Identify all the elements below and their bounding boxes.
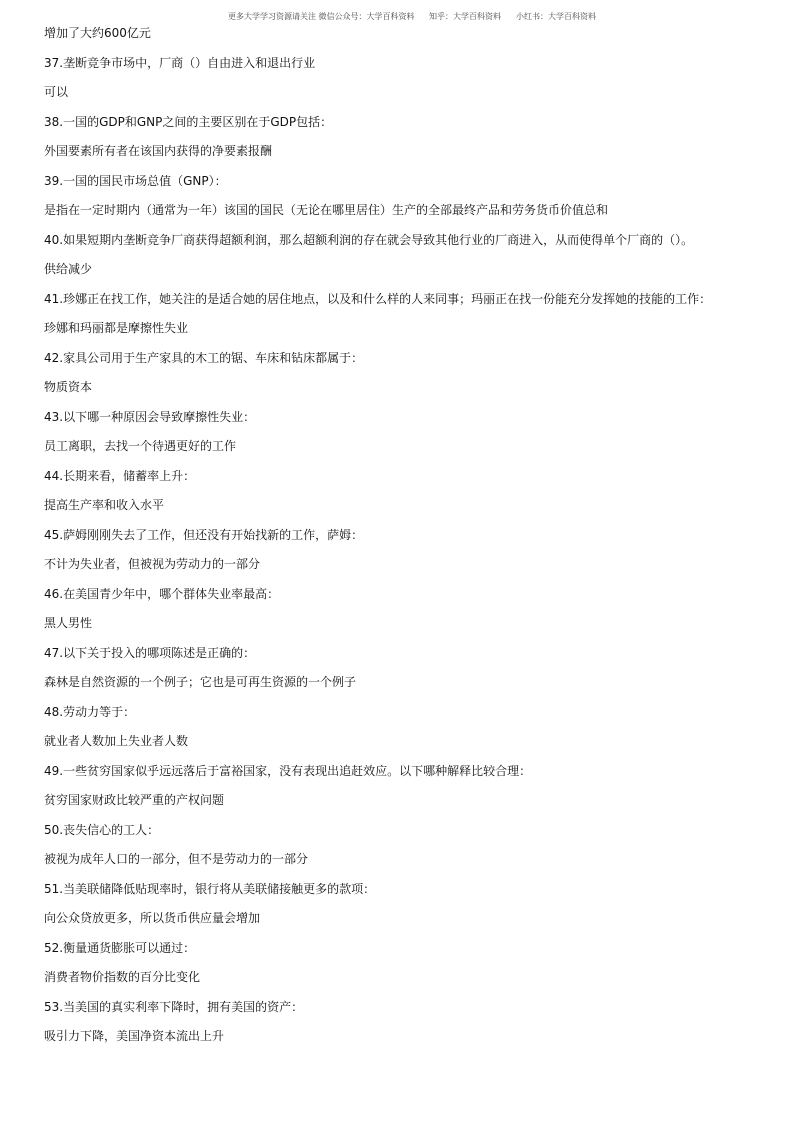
answer-line: 不计为失业者，但被视为劳动力的一部分 <box>44 557 261 571</box>
question-line: 53.当美国的真实利率下降时，拥有美国的资产： <box>44 999 304 1014</box>
answer-line: 贫穷国家财政比较严重的产权问题 <box>44 793 225 807</box>
question-line: 43.以下哪一种原因会导致摩擦性失业： <box>44 409 256 424</box>
answer-line: 增加了大约600亿元 <box>44 26 151 40</box>
question-line: 48.劳动力等于： <box>44 704 136 719</box>
answer-line: 是指在一定时期内（通常为一年）该国的国民（无论在哪里居住）生产的全部最终产品和劳务货币价值总和 <box>44 203 609 217</box>
question-line: 42.家具公司用于生产家具的木工的锯、车床和钻床都属于： <box>44 350 364 365</box>
question-line: 46.在美国青少年中，哪个群体失业率最高： <box>44 586 280 601</box>
answer-line: 提高生产率和收入水平 <box>44 498 165 512</box>
answer-line: 可以 <box>44 85 69 99</box>
question-line: 50.丧失信心的工人： <box>44 822 160 837</box>
answer-line: 消费者物价指数的百分比变化 <box>44 970 201 984</box>
question-line: 44.长期来看，储蓄率上升： <box>44 468 196 483</box>
question-line: 49.一些贫穷国家似乎远远落后于富裕国家，没有表现出追赶效应。以下哪种解释比较合理： <box>44 763 532 778</box>
page-header <box>0 11 792 25</box>
question-line: 51.当美联储降低贴现率时，银行将从美联储接触更多的款项： <box>44 881 376 896</box>
document-body <box>44 25 744 1044</box>
answer-line: 向公众贷放更多，所以货币供应量会增加 <box>44 911 261 925</box>
question-line: 41.珍娜正在找工作，她关注的是适合她的居住地点，以及和什么样的人来同事；玛丽正在找一份能充分发挥她的技能的工作： <box>44 291 712 306</box>
question-line: 40.如果短期内垄断竞争厂商获得超额利润，那么超额利润的存在就会导致其他行业的厂商进入，从而使得单个厂商的（）。 <box>44 232 694 247</box>
question-line: 45.萨姆刚刚失去了工作，但还没有开始找新的工作，萨姆： <box>44 527 364 542</box>
header-xiaohongshu-text: 小红书：大学百科资料 <box>516 12 596 21</box>
question-line: 47.以下关于投入的哪项陈述是正确的： <box>44 645 256 660</box>
answer-line: 被视为成年人口的一部分，但不是劳动力的一部分 <box>44 852 309 866</box>
question-line: 38.一国的GDP和GNP之间的主要区别在于GDP包括： <box>44 114 333 129</box>
header-wechat-text: 更多大学学习资源请关注 微信公众号：大学百科资料 <box>228 12 415 21</box>
answer-line: 黑人男性 <box>44 616 93 630</box>
answer-line: 就业者人数加上失业者人数 <box>44 734 189 748</box>
question-line: 37.垄断竞争市场中，厂商（）自由进入和退出行业 <box>44 55 316 70</box>
answer-line: 外国要素所有者在该国内获得的净要素报酬 <box>44 144 273 158</box>
header-zhihu-text: 知乎：大学百科资料 <box>429 12 501 21</box>
answer-line: 森林是自然资源的一个例子；它也是可再生资源的一个例子 <box>44 675 357 689</box>
answer-line: 员工离职，去找一个待遇更好的工作 <box>44 439 237 453</box>
question-line: 52.衡量通货膨胀可以通过： <box>44 940 196 955</box>
answer-line: 珍娜和玛丽都是摩擦性失业 <box>44 321 189 335</box>
answer-line: 物质资本 <box>44 380 93 394</box>
question-line: 39.一国的国民市场总值（GNP）： <box>44 173 227 188</box>
answer-line: 供给减少 <box>44 262 93 276</box>
answer-line: 吸引力下降，美国净资本流出上升 <box>44 1029 225 1043</box>
